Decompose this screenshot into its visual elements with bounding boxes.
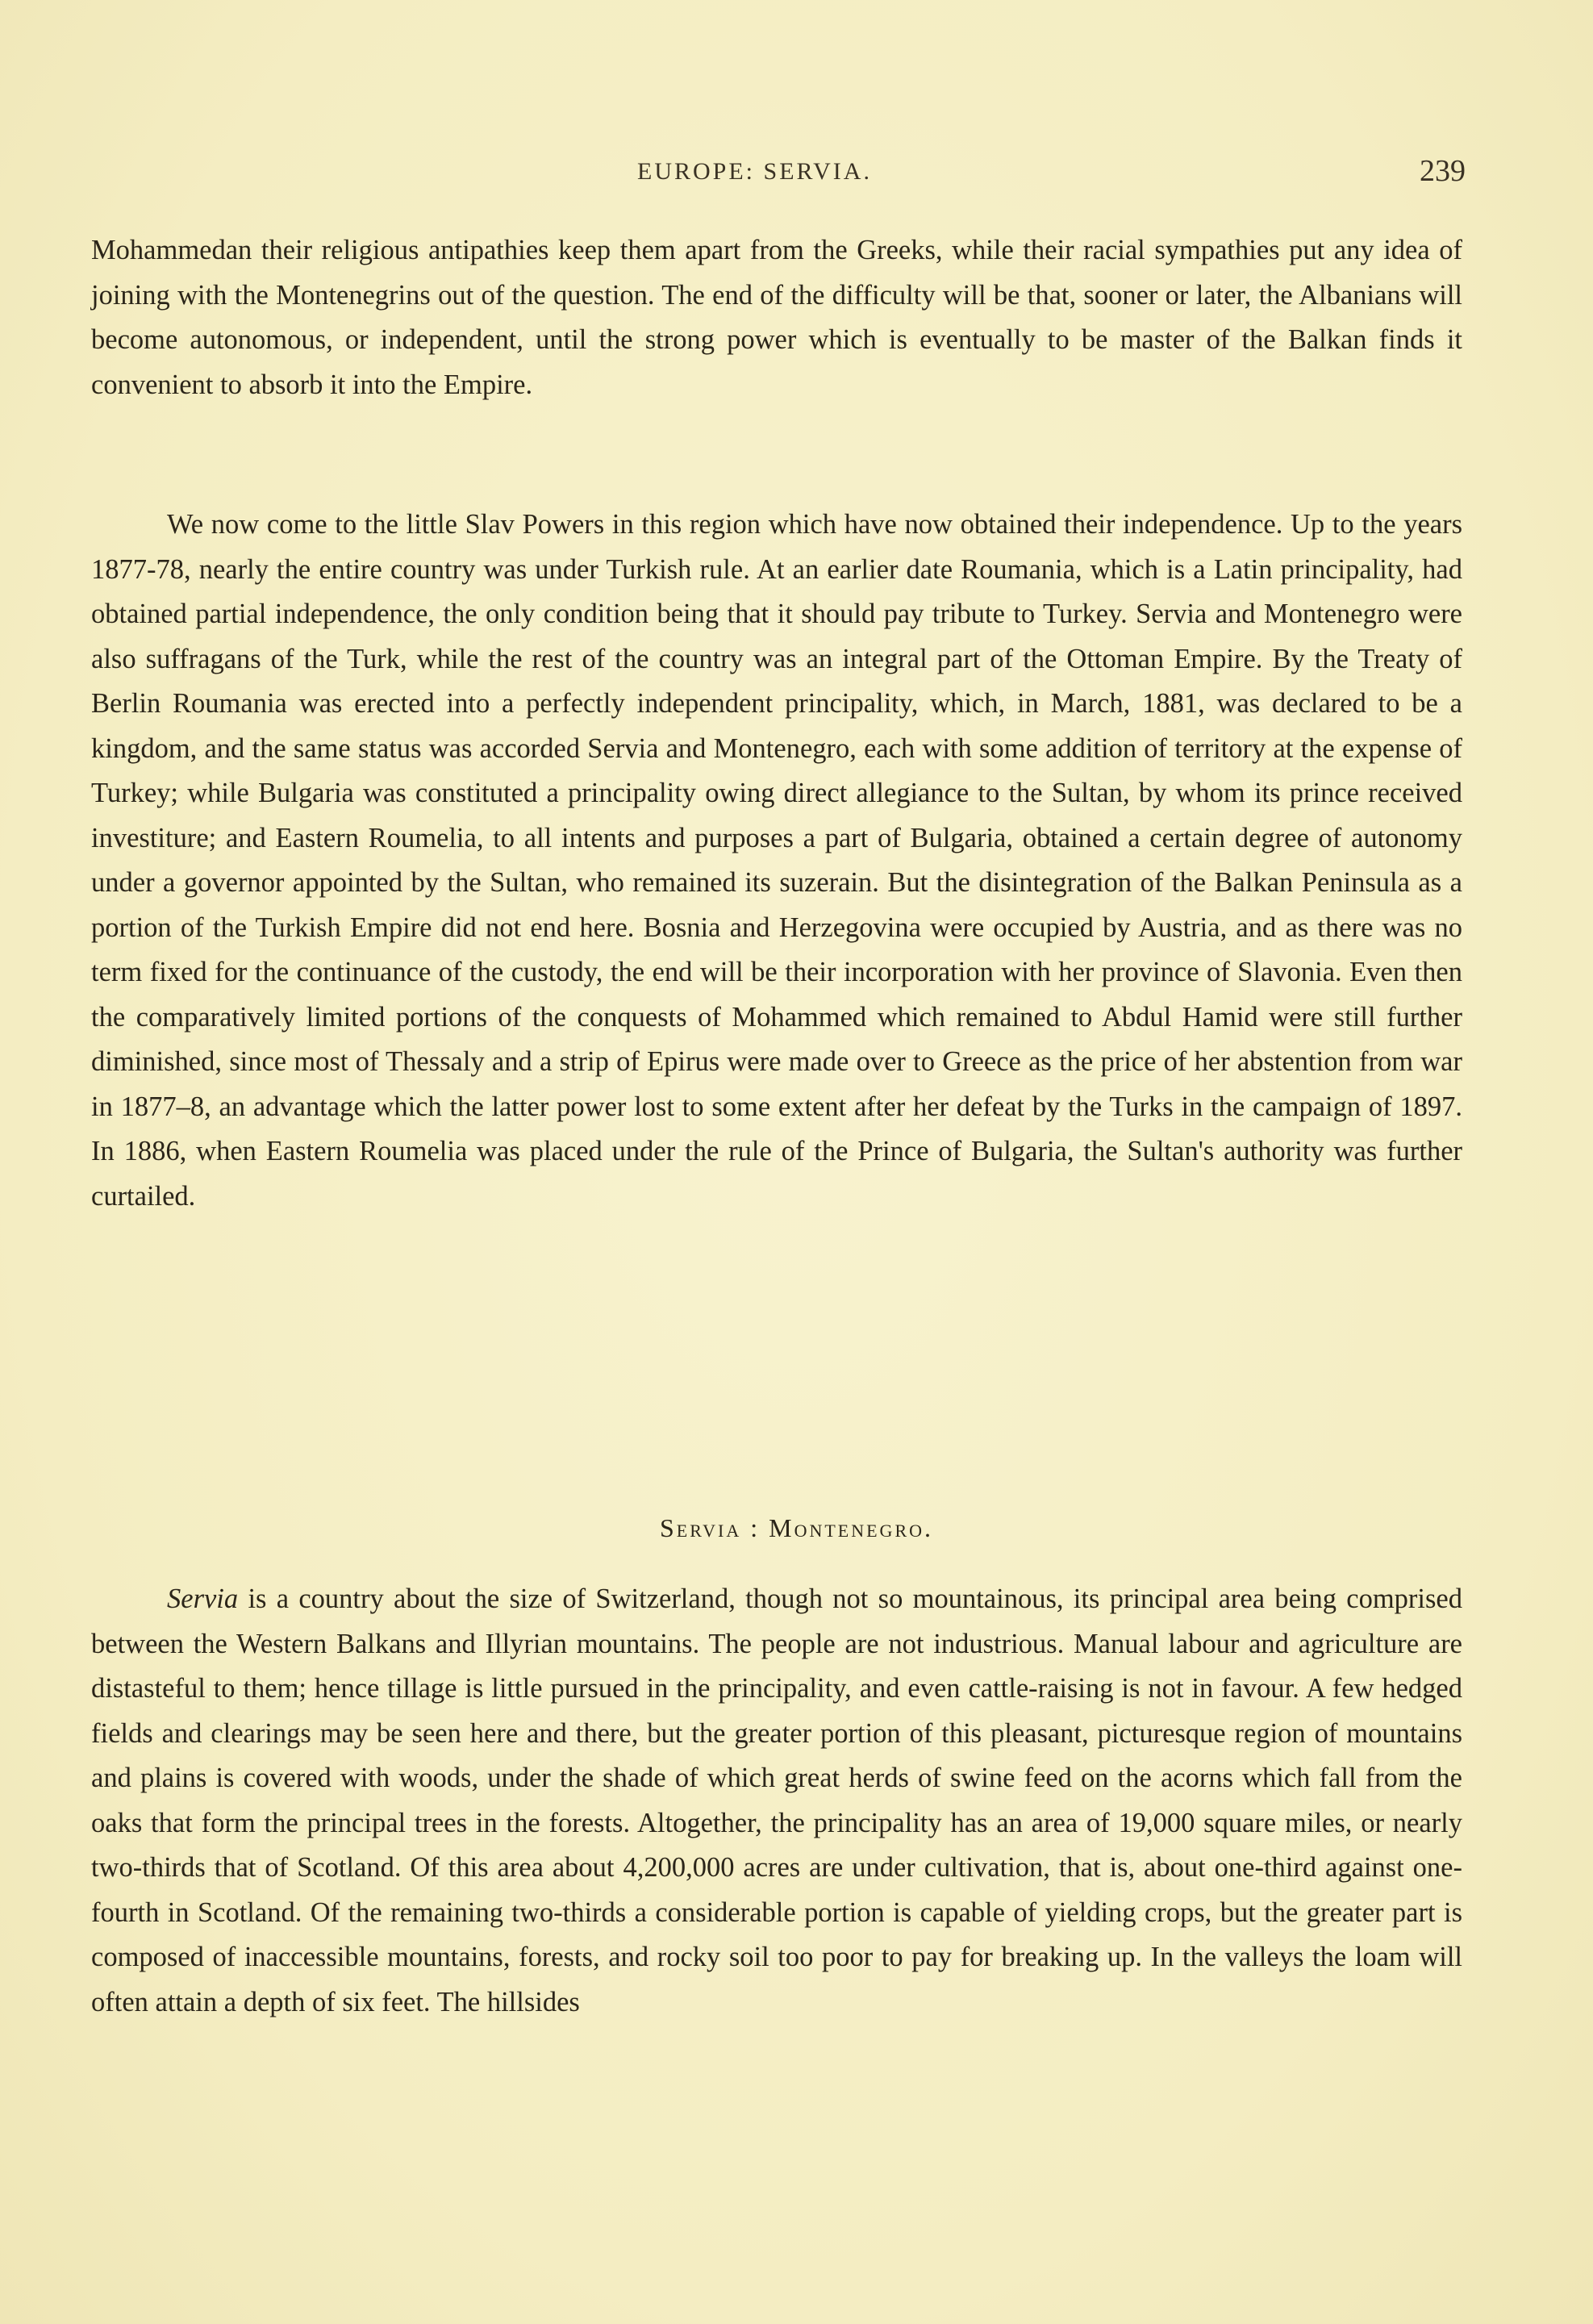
- running-head: EUROPE: SERVIA.: [637, 158, 872, 185]
- section-heading: Servia : Montenegro.: [659, 1513, 934, 1542]
- paragraph-3-text: is a country about the size of Switzerland, though not so mountainous, its principal area being comprised between the Western Balkans and Illyrian mountains. The people are not industrious. Manual labour and agriculture are distasteful to them; hence tillage is little pursued in the principality, and even cattle-raising is not in favour. A few hedged fields and clearings may be seen here and there, but the greater portion of this pleasant, picturesque region of mountains and plains is covered with woods, under the shade of which great herds of swine feed on the acorns which fall from the oaks that form the principal trees in the forests. Altogether, the principality has an area of 19,000 square miles, or nearly two-thirds that of Scotland. Of this area about 4,200,000 acres are under cultivation, that is, about one-third against one-fourth in Scotland. Of the remaining two-thirds a considerable portion is capable of yielding crops, but the greater part is composed of inaccessible mountains, forests, and rocky soil too poor to pay for breaking up. In the valleys the loam will often attain a depth of six feet. The hillsides: [91, 1583, 1462, 2017]
- paragraph-3: [91, 1577, 1462, 2025]
- page-number: 239: [1420, 154, 1466, 188]
- paragraph-2: We now come to the little Slav Powers in this region which have now obtained their independence. Up to the years 1877-78, nearly the entire country was under Turkish rule. At an earlier date Roumania, which is a Latin principality, had obtained partial independence, the only condition being that it should pay tribute to Turkey. Servia and Montenegro were also suffragans of the Turk, while the rest of the country was an integral part of the Ottoman Empire. By the Treaty of Berlin Roumania was erected into a perfectly independent principality, which, in March, 1881, was declared to be a kingdom, and the same status was accorded Servia and Montenegro, each with some addition of territory at the expense of Turkey; while Bulgaria was constituted a principality owing direct allegiance to the Sultan, by whom its prince received investiture; and Eastern Roumelia, to all intents and purposes a part of Bulgaria, obtained a certain degree of autonomy under a governor appointed by the Sultan, who remained its suzerain. But the disintegration of the Balkan Peninsula as a portion of the Turkish Empire did not end here. Bosnia and Herzegovina were occupied by Austria, and as there was no term fixed for the continuance of the custody, the end will be their incorporation with her province of Slavonia. Even then the comparatively limited portions of the conquests of Mohammed which remained to Abdul Hamid were still further diminished, since most of Thessaly and a strip of Epirus were made over to Greece as the price of her abstention from war in 1877–8, an advantage which the latter power lost to some extent after her defeat by the Turks in the campaign of 1897. In 1886, when Eastern Roumelia was placed under the rule of the Prince of Bulgaria, the Sultan's authority was further curtailed.: [91, 509, 1462, 1212]
- paragraph-1: Mohammedan their religious antipathies keep them apart from the Greeks, while their racial sympathies put any idea of joining with the Montenegrins out of the question. The end of the difficulty will be that, sooner or later, the Albanians will become autonomous, or independent, until the strong power which is eventually to be master of the Balkan finds it convenient to absorb it into the Empire.: [91, 235, 1462, 400]
- paragraph-3-lead-word: Servia: [167, 1583, 239, 1614]
